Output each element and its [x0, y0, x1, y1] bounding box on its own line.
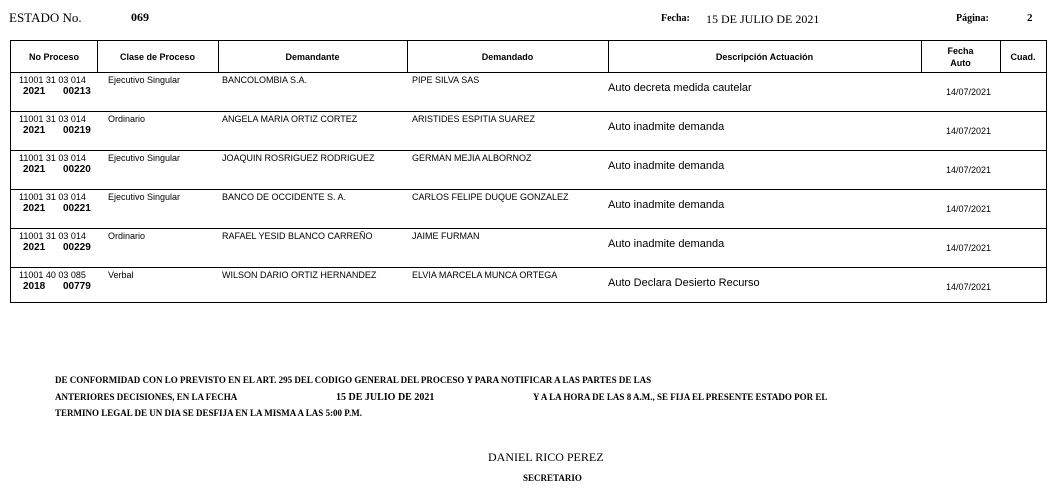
- col-header-fecha-auto: [921, 41, 1000, 72]
- radicado-code: 11001 31 03 014: [19, 192, 86, 202]
- col-header-clase: Clase de Proceso: [119, 51, 196, 62]
- descripcion-cell: Auto inadmite demanda: [608, 238, 725, 250]
- notice-date: 15 DE JULIO DE 2021: [336, 392, 435, 403]
- table-header: [11, 41, 1046, 73]
- demandante-cell: RAFAEL YESID BLANCO CARREÑO: [222, 231, 373, 241]
- signer-role: SECRETARIO: [523, 473, 582, 483]
- clase-cell: Ejecutivo Singular: [108, 153, 181, 163]
- descripcion-cell: Auto Declara Desierto Recurso: [608, 277, 760, 289]
- notice-line-1: DE CONFORMIDAD CON LO PREVISTO EN EL ART. 295 DEL CODIGO GENERAL DEL PROCESO Y PARA NOTIFICAR A LAS PARTES DE LAS: [55, 375, 652, 385]
- notice-line-2a: ANTERIORES DECISIONES, EN LA FECHA: [55, 392, 238, 402]
- col-header-cuad: Cuad.: [1010, 51, 1036, 62]
- fecha-value: 15 DE JULIO DE 2021: [706, 12, 820, 26]
- demandado-cell: ARISTIDES ESPITIA SUAREZ: [412, 114, 536, 124]
- table-row: [11, 189, 1046, 229]
- col-header-descripcion: Descripción Actuación: [715, 51, 814, 62]
- demandante-cell: WILSON DARIO ORTIZ HERNANDEZ: [222, 270, 377, 280]
- fecha-cell: 14/07/2021: [946, 165, 992, 175]
- radicado-year-number: [23, 242, 91, 253]
- estado-table: [10, 40, 1047, 303]
- table-row: [11, 267, 1046, 306]
- estado-label: ESTADO No.: [9, 10, 82, 25]
- signer-name: DANIEL RICO PEREZ: [488, 450, 604, 464]
- table-row: [11, 150, 1046, 190]
- clase-cell: Ordinario: [108, 114, 146, 124]
- col-header-demandante: Demandante: [285, 51, 340, 62]
- descripcion-cell: Auto inadmite demanda: [608, 121, 725, 133]
- radicado-number: 00221: [63, 203, 91, 214]
- col-header-fecha-line2: Auto: [950, 57, 971, 68]
- fecha-label: Fecha:: [661, 13, 690, 24]
- demandado-cell: PIPE SILVA SAS: [412, 75, 480, 85]
- radicado-number: 00779: [63, 281, 91, 292]
- radicado-year-number: [23, 125, 91, 136]
- notice-line-2b: Y A LA HORA DE LAS 8 A.M., SE FIJA EL PRESENTE ESTADO POR EL: [533, 392, 828, 402]
- estado-number: 069: [131, 10, 149, 24]
- radicado-year-number: [23, 86, 91, 97]
- fecha-cell: 14/07/2021: [946, 204, 992, 214]
- radicado-code: 11001 31 03 014: [19, 153, 86, 163]
- radicado-code: 11001 31 03 014: [19, 114, 86, 124]
- fecha-cell: 14/07/2021: [946, 126, 992, 136]
- table-row: [11, 72, 1046, 112]
- col-header-fecha-line1: Fecha: [947, 45, 974, 56]
- pagina-label: Página:: [956, 13, 989, 24]
- clase-cell: Verbal: [108, 270, 134, 280]
- demandado-cell: ELVIA MARCELA MUNCA ORTEGA: [412, 270, 558, 280]
- demandado-cell: CARLOS FELIPE DUQUE GONZALEZ: [412, 192, 569, 202]
- demandante-cell: BANCO DE OCCIDENTE S. A.: [222, 192, 347, 202]
- col-header-no-proceso: No Proceso: [28, 51, 79, 62]
- table-row: [11, 111, 1046, 151]
- radicado-year-number: [23, 281, 91, 292]
- descripcion-cell: Auto decreta medida cautelar: [608, 82, 752, 94]
- clase-cell: Ejecutivo Singular: [108, 192, 181, 202]
- pagina-value: 2: [1027, 12, 1033, 24]
- fecha-cell: 14/07/2021: [946, 243, 992, 253]
- radicado-code: 11001 31 03 014: [19, 75, 86, 85]
- col-header-demandado: Demandado: [481, 51, 534, 62]
- radicado-year-number: [23, 164, 91, 175]
- radicado-number: 00229: [63, 242, 91, 253]
- radicado-year: 2021: [23, 242, 46, 253]
- radicado-code: 11001 31 03 014: [19, 231, 86, 241]
- notice-line-3: TERMINO LEGAL DE UN DIA SE DESFIJA EN LA MISMA A LAS 5:00 P.M.: [55, 408, 362, 418]
- radicado-year: 2021: [23, 164, 46, 175]
- radicado-year: 2021: [23, 125, 46, 136]
- demandado-cell: GERMAN MEJIA ALBORNOZ: [412, 153, 532, 163]
- radicado-number: 00219: [63, 125, 91, 136]
- radicado-number: 00220: [63, 164, 91, 175]
- descripcion-cell: Auto inadmite demanda: [608, 160, 725, 172]
- radicado-year: 2021: [23, 203, 46, 214]
- radicado-code: 11001 40 03 085: [19, 270, 86, 280]
- fecha-cell: 14/07/2021: [946, 87, 992, 97]
- table-row: [11, 228, 1046, 268]
- demandante-cell: JOAQUIN ROSRIGUEZ RODRIGUEZ: [222, 153, 375, 163]
- descripcion-cell: Auto inadmite demanda: [608, 199, 725, 211]
- radicado-year-number: [23, 203, 91, 214]
- radicado-year: 2021: [23, 86, 46, 97]
- demandante-cell: ANGELA MARIA ORTIZ CORTEZ: [222, 114, 358, 124]
- fecha-cell: 14/07/2021: [946, 282, 992, 292]
- demandado-cell: JAIME FURMAN: [412, 231, 480, 241]
- radicado-number: 00213: [63, 86, 91, 97]
- clase-cell: Ejecutivo Singular: [108, 75, 181, 85]
- clase-cell: Ordinario: [108, 231, 146, 241]
- demandante-cell: BANCOLOMBIA S.A.: [222, 75, 308, 85]
- radicado-year: 2018: [23, 281, 46, 292]
